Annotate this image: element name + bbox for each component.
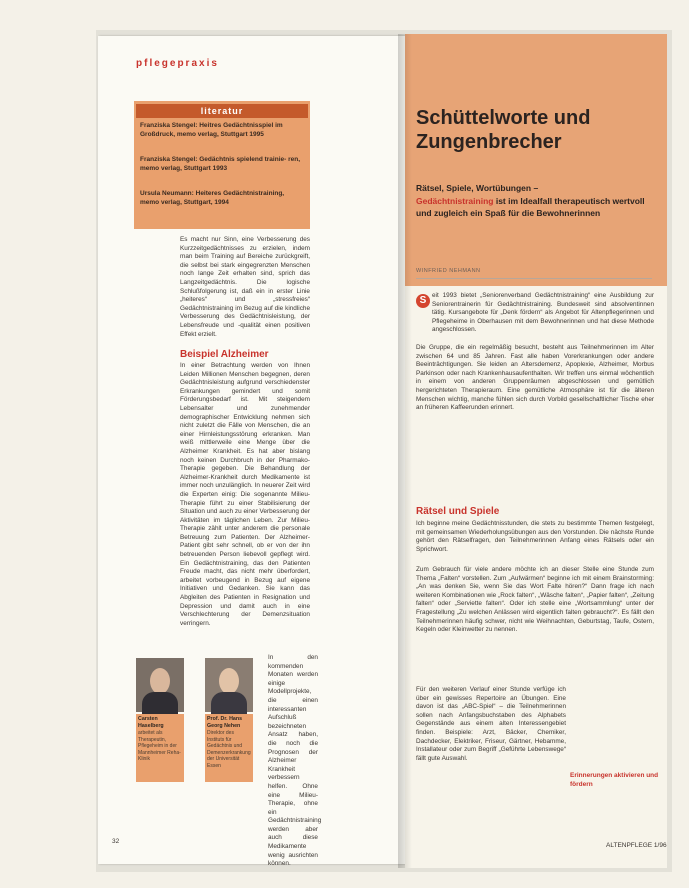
article-deck [416, 182, 652, 220]
intro-paragraph: Es macht nur Sinn, eine Verbesserung des Kurzzeitgedächtnisses zu erzielen, indem man beim Training auf Bereiche zurückgreift, die selbst bei stark eingegrenzten Menschen noch lange Zeit erhalten sind, sprich das Langzeitgedächtnis. Die logische Schlußfolgerung ist, daß ein in erster Linie „heiteres“ und „stressfreies“ Gedächtnistraining im Bezug auf die kindliche Verbesserung des Gedächtnisleistung, der Lebensfreude und -qualität einen positiven Effekt erzielt. [180, 236, 310, 338]
left-subhead: Beispiel Alzheimer [180, 349, 269, 360]
author-photo-1 [136, 658, 184, 712]
article-title [416, 106, 656, 154]
deck-highlight: Gedächtnistraining [416, 195, 494, 206]
right-subhead: Rätsel und Spiele [416, 506, 500, 517]
literature-item: Franziska Stengel: Heitres Gedächtnisspiel im Großdruck, memo verlag, Stuttgart 1995 [140, 122, 283, 138]
portrait-torso [211, 692, 247, 716]
byline: WINFRIED NEHMANN [416, 268, 481, 274]
title-line-1: Schüttelworte und [416, 107, 591, 129]
byline-rule [416, 278, 652, 279]
portrait-torso [142, 692, 178, 716]
caption-name: Prof. Dr. Hans Georg Nehen [207, 716, 243, 729]
body-paragraph-continued: In den kommenden Monaten werden einige Modellprojekte, die einen interessanten Aufschluß bezeichneten Ansatz haben, die noch die Prognosen der Alzheimer Krankheit verbessern helfen. Ohne eine Milieu-Therapie, ohne ein Gedächtnistraining werden aber auch diese Medikamente wenig ausrichten können. [268, 654, 322, 868]
portrait-face [219, 668, 239, 694]
right-body-paragraph-2: Zum Gebrauch für viele andere möchte ich an dieser Stelle eine Stunde zum Thema „Falten“ vorstellen. Zum „Aufwärmen“ beginne ich mit einem Brainstorming: „An was denken Sie, wenn Sie das Wort Falte hören?“ Dann frage ich nach weiteren Kombinationen wie „Rock falten“, „Wäsche falten“, „Papier falten“, „Zeitung falten“ oder „Serviette falten“. Oder ich stelle eine „Wortsammlung“ unter der Fragestellung „Zu welchen Anlässen wird eigentlich falten gebraucht?“. Es fällt den Teilnehmerinnen häufig schwer, nicht wie Weihnachten, Geburtstag, Taufe, Ostern, Kegeln oder Kleinwetter zu nennen. [416, 566, 654, 634]
title-line-2: Zungenbrecher [416, 131, 562, 153]
book-gutter [398, 34, 412, 868]
literature-item: Ursula Neumann: Heiteres Gedächtnistraining, memo verlag, Stuttgart, 1994 [140, 190, 285, 206]
author-photo-2 [205, 658, 253, 712]
caption-description: arbeitet als Therapeutin, Pflegeheim in der Mannheimer Reha-Klinik [138, 730, 181, 762]
caption-description: Direktor des Instituts für Gedächtnis und Demenzerkrankung der Universität Essen [207, 730, 251, 769]
portrait-face [150, 668, 170, 694]
literature-heading: literatur [136, 104, 308, 118]
deck-rest: ist im Idealfall therapeutisch wertvoll und zugleich ein Spaß für die Bewohnerinnen [416, 195, 645, 218]
body-paragraph: In einer Betrachtung werden von Ihnen Leiden Millionen Menschen begegnen, deren Gedächtnisleistung aufgrund verschiedenster Erkrankungen gemindert und somit Förderungsbedarf ist. Mit steigendem Lebensalter und zunehmender demographischer Entwicklung nehmen sich nicht zuletzt die Fälle von Menschen, die an einer Hirnleistungsstörung erkranken. Man weiß mittlerweile eine Menge über die Alzheimer Krankheit. Es hat aber bislang noch keinen Durchbruch in der Pharmako-Therapie gegeben. Die Behandlung der Alzheimer-Krankheit durch Medikamente ist immer noch unzulänglich. In neuerer Zeit wird die Experten einig: Die sogenannte Milieu-Therapie führt zu einer Stabilisierung der Situation und auch zu einer Verbesserung der Aktivitäten im täglichen Leben. Zur Milieu-Therapie zählt unter anderem die personale Betreuung zum Patienten. Der Alzheimer-Patient gibt sehr schnell, ob er von der ihn betreuenden Person liebevoll gepflegt wird. Ein Gedächtnistraining, das den Patienten Freude macht, das nicht mehr überfordert, arbeitet vorbeugend in Bezug auf eigene Initiativen und Gedanken. Sie kann das Abgleiten des Patienten in Resignation und Depression und damit auch in eine Verschlechterung der Demenzsituation verringern. [180, 362, 310, 627]
deck-line-1: Rätsel, Spiele, Wortübungen – [416, 183, 539, 193]
literature-item: Franziska Stengel: Gedächtnis spielend trainie- ren, memo verlag, Stuttgart 1993 [140, 156, 301, 172]
right-page-color-band [405, 34, 667, 286]
right-body-paragraph: Ich beginne meine Gedächtnisstunden, die stets zu bestimmte Themen festgelegt, mit gemeinsamen Wiederholungsübungen aus den Vorstunden. Die nächste Runde gehört den Rätselfragen, den Teilnehmerinnen Anfang eines Rätsels oder ein Sprichwort. [416, 520, 654, 553]
drop-cap: S [416, 294, 430, 308]
page-number: 32 [112, 838, 120, 845]
section-kicker: pflegepraxis [136, 58, 219, 69]
page-footer: ALTENPFLEGE 1/96 [606, 842, 667, 849]
lead-paragraph-2: Die Gruppe, die ein regelmäßig besucht, besteht aus Teilnehmerinnen im Alter zwischen 64 und 85 Jahren. Fast alle haben Vorerkrankungen oder andere Beeinträchtigungen. Sie leiden an Altersdemenz, Apoplexie, Alzheimer, Morbus Parkinson oder nach Krankenhausaufenthalten. Wir treffen uns einmal wöchentlich in einem von anderen Gruppenräumen abgeschlossen und gemütlich hergerichteten Therapieraum. Eine gemütliche Atmosphäre ist für die älteren Menschen wichtig, manche fühlen sich durch Vorbild gesellschaftlicher Tische eher an früheren Kaffeerunden erinnert. [416, 344, 654, 412]
lead-paragraph: eit 1993 bietet „Seniorenverband Gedächtnistraining“ eine Ausbildung zur Seniorentrainerin für Gedächtnistraining. Bundesweit sind absolventinnen tätig. Kursangebote für „Denk fördern“ als Angebot für Altenpflegerinnen und Pflegeheime in Oberhausen mit dem Bewohnerinnen und hat diese Methode angeschlossen. [432, 292, 654, 334]
pull-quote: Erinnerungen aktivieren und fördern [570, 772, 659, 788]
right-body-paragraph-3: Für den weiteren Verlauf einer Stunde verfüge ich über ein gewisses Repertoire an Übungen. Eine davon ist das „ABC-Spiel“ – die Teilnehmerinnen sollen nach Anfangsbuchstaben des Alphabets Gegenstände aus einem alten Interessengebiet finden. Beispiele: Arzt, Bäcker, Chemiker, Dachdecker, Elektriker, Friseur, Gärtner, Hebamme, Installateur oder zum Begriff „Geführte Lebenswege“ fällt gute Auswahl. [416, 686, 566, 762]
caption-name: Carsten Haselberg [138, 716, 164, 729]
